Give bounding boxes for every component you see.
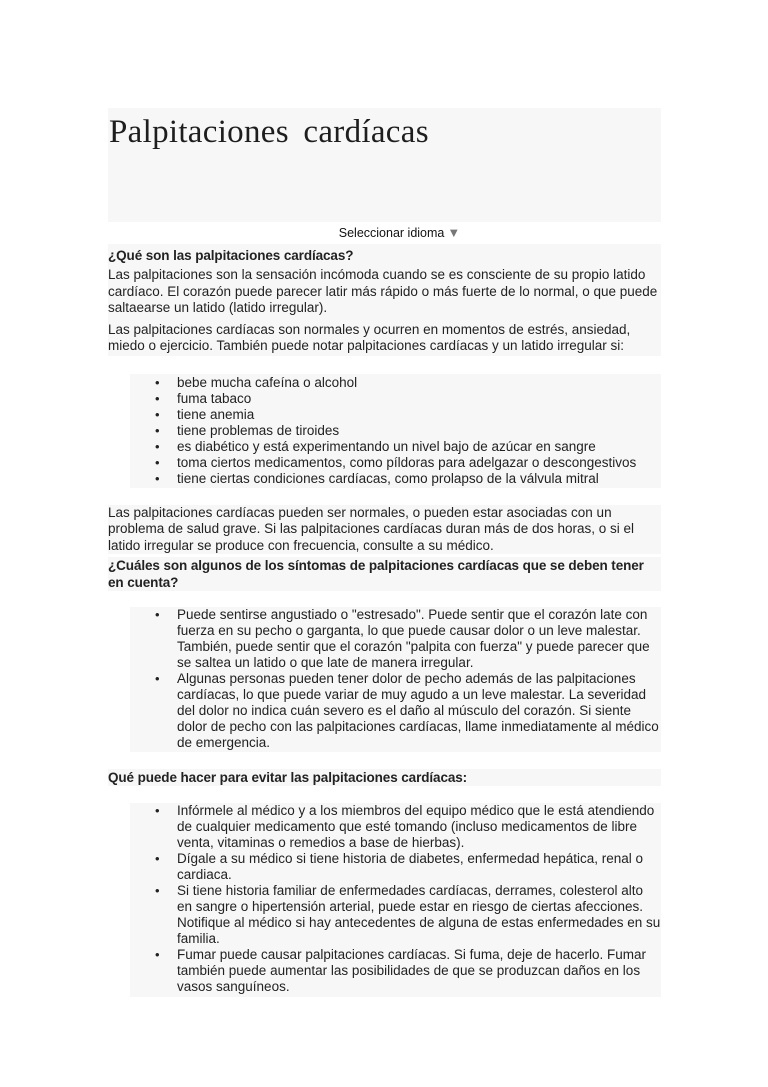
language-selector-label: Seleccionar idioma (338, 226, 445, 240)
section-what-are (108, 244, 661, 356)
list-item: • bebe mucha cafeína o alcohol (130, 375, 661, 391)
document-page (108, 108, 661, 997)
symptoms-list (130, 607, 661, 752)
list-item: • Fumar puede causar palpitaciones cardíacas. Si fuma, deje de hacerlo. Fumar también puede aumentar las posibilidades de que se produzcan daños en los vasos sanguíneos. (130, 947, 661, 995)
list-item: • tiene problemas de tiroides (130, 423, 661, 439)
list-item: • Algunas personas pueden tener dolor de pecho además de las palpitaciones cardíacas, lo que puede variar de muy agudo a un leve malestar. La severidad del dolor no indica cuán severo es el daño al músculo del corazón. Si siente dolor de pecho con las palpitaciones cardíacas, llame inmediatamente al médico de emergencia. (130, 671, 661, 751)
paragraph: Las palpitaciones cardíacas pueden ser normales, o pueden estar asociadas con un problema de salud grave. Si las palpitaciones cardíacas duran más de dos horas, o si el latido irregular se produce con frecuencia, consulte a su médico. (108, 504, 635, 553)
paragraph: Las palpitaciones son la sensación incómoda cuando se es consciente de su propio latido cardíaco. El corazón puede parecer latir más rápido o más fuerte de lo normal, o que puede saltaearse un latido (latido irregular). (108, 267, 658, 315)
section-note (108, 505, 661, 555)
paragraph: Las palpitaciones cardíacas son normales y ocurren en momentos de estrés, ansiedad, miedo o ejercicio. También puede notar palpitaciones cardíacas y un latido irregular si: (108, 321, 631, 353)
list-item: • tiene ciertas condiciones cardíacas, como prolapso de la válvula mitral (130, 471, 661, 487)
list-item: • tiene anemia (130, 407, 661, 423)
section-heading: ¿Qué son las palpitaciones cardíacas? (108, 248, 354, 263)
language-selector[interactable] (108, 224, 661, 244)
prevention-list (130, 803, 661, 997)
dropdown-arrow-icon[interactable]: ▼ (447, 225, 461, 240)
list-item: • Infórmele al médico y a los miembros del equipo médico que le está atendiendo de cualquier medicamento que esté tomando (incluso medicamentos de libre venta, vitaminas o remedios a base de hierbas). (130, 803, 661, 851)
list-item: • Puede sentirse angustiado o "estresado". Puede sentir que el corazón late con fuerza en su pecho o garganta, lo que puede causar dolor o un leve malestar. También, puede sentir que el corazón "palpita con fuerza" y puede parecer que se saltea un latido o que late de manera irregular. (130, 607, 661, 671)
list-item: • fuma tabaco (130, 391, 661, 407)
section-heading: Qué puede hacer para evitar las palpitaciones cardíacas: (108, 770, 468, 785)
section-symptoms (108, 557, 661, 591)
list-item: • toma ciertos medicamentos, como píldoras para adelgazar o descongestivos (130, 455, 661, 471)
list-item: • Dígale a su médico si tiene historia de diabetes, enfermedad hepática, renal o cardiaca. (130, 851, 661, 883)
list-item: • es diabético y está experimentando un nivel bajo de azúcar en sangre (130, 439, 661, 455)
title-banner (108, 108, 661, 222)
list-item: • Si tiene historia familiar de enfermedades cardíacas, derrames, colesterol alto en sangre o hipertensión arterial, puede estar en riesgo de ciertas afecciones. Notifique al médico si hay antecedentes de alguna de estas enfermedades en su familia. (130, 883, 661, 947)
section-prevention (108, 769, 661, 786)
section-heading: ¿Cuáles son algunos de los síntomas de palpitaciones cardíacas que se deben tener en cuenta? (108, 558, 644, 590)
causes-list (130, 374, 661, 488)
page-title: Palpitaciones cardíacas (109, 114, 429, 150)
